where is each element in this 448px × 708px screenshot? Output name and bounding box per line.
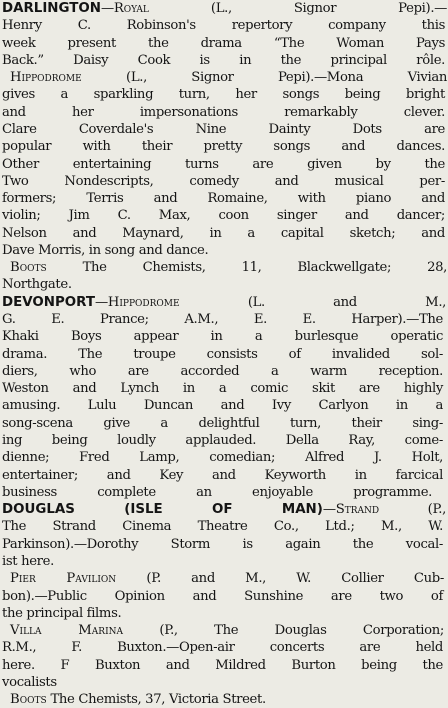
text-line: [2, 121, 445, 138]
text-line: [2, 536, 443, 553]
line-text: here. F Buxton and Mildred Burton being the: [2, 657, 443, 673]
line-text: vocalists: [2, 674, 57, 690]
text-line: [2, 588, 443, 605]
venue-name: Hippodrome: [107, 294, 180, 310]
town-heading: DEVONPORT: [2, 294, 96, 310]
text-line: [2, 501, 446, 518]
line-text: R.M., F. Buxton.—Open-air concerts are held: [2, 640, 443, 656]
line-text: dienne; Fred Lamp, comedian; Alfred J. Holt,: [2, 450, 443, 466]
line-text: —: [101, 1, 114, 16]
text-line: [2, 432, 443, 449]
line-text: The Chemists, 37, Victoria Street.: [46, 692, 266, 708]
town-heading: DOUGLAS (ISLE OF MAN): [2, 502, 323, 518]
line-text: Other entertaining turns are given by the: [2, 156, 445, 172]
venue-name: Boots: [10, 692, 47, 708]
text-line: [2, 190, 445, 207]
text-line: [2, 276, 122, 293]
text-line: [2, 242, 332, 259]
text-line: [2, 104, 445, 121]
line-text: Khaki Boys appear in a burlesque operatic: [2, 329, 443, 345]
line-text: Dave Morris, in song and dance.: [2, 242, 209, 258]
line-text: (P.,: [379, 502, 446, 518]
line-text: The Strand Cinema Theatre Co., Ltd.; M., W.: [2, 519, 443, 535]
line-text: song-scena give a delightful turn, their sing-: [2, 415, 443, 431]
line-text: (P. and M., W. Collier Cub-: [116, 571, 444, 587]
line-text: —: [95, 294, 108, 310]
line-text: Clare Coverdale's Nine Dainty Dots are: [2, 121, 445, 137]
line-text: (L. and M.,: [179, 294, 446, 310]
line-text: The Chemists, 11, Blackwellgate; 28,: [46, 260, 447, 276]
line-text: violin; Jim C. Max, coon singer and dancer;: [2, 208, 445, 224]
text-line: [2, 415, 443, 432]
text-line: [2, 657, 443, 674]
text-line: [2, 397, 443, 414]
line-text: ist here.: [2, 553, 54, 569]
text-line: [2, 156, 445, 173]
line-text: amusing. Lulu Duncan and Ivy Carlyon in a: [2, 398, 443, 414]
line-text: ing being loudly applauded. Della Ray, come-: [2, 433, 443, 448]
text-line: [10, 570, 444, 587]
venue-name: Villa Marina: [10, 623, 124, 639]
line-text: Two Nondescripts, comedy and musical per-: [2, 173, 445, 189]
line-text: diers, who are accorded a warm reception.: [2, 363, 443, 379]
text-line: [2, 294, 446, 311]
text-line: [2, 17, 445, 34]
line-text: business complete an enjoyable programme.: [2, 484, 432, 500]
line-text: gives a sparkling turn, her songs being bright: [2, 87, 445, 103]
line-text: week present the drama “The Woman Pays: [2, 35, 445, 51]
text-line: [2, 207, 445, 224]
text-line: [2, 346, 443, 363]
text-line: [2, 173, 445, 190]
venue-name: Royal: [113, 1, 149, 16]
text-line: [2, 328, 443, 345]
text-line: [2, 138, 445, 155]
venue-name: Strand: [335, 502, 380, 518]
line-text: formers; Terris and Romaine, with piano and: [2, 191, 445, 207]
line-text: Parkinson).—Dorothy Storm is again the vocal-: [2, 536, 443, 552]
line-text: (L., Signor Pepi).—: [148, 1, 447, 16]
text-line: [2, 380, 443, 397]
line-text: G. E. Prance; A.M., E. E. Harper).—The: [2, 312, 443, 328]
text-line: [2, 0, 447, 17]
town-heading: DARLINGTON: [2, 1, 101, 16]
line-text: —: [322, 502, 336, 518]
text-line: [2, 86, 445, 103]
line-text: the principal films.: [2, 605, 122, 621]
venue-name: Boots: [10, 260, 47, 276]
text-line: [10, 259, 447, 276]
line-text: Back.” Daisy Cook is in the principal rôle.: [2, 52, 445, 68]
line-text: Nelson and Maynard, in a capital sketch; and: [2, 225, 445, 241]
line-text: drama. The troupe consists of invalided sol-: [2, 346, 443, 362]
text-line: [2, 52, 445, 69]
text-line: [2, 518, 443, 535]
text-line: [2, 449, 443, 466]
venue-name: Pier Pavilion: [10, 571, 117, 587]
text-line: [2, 553, 92, 570]
line-text: Henry C. Robinson's repertory company this: [2, 18, 445, 34]
venue-name: Hippodrome: [10, 70, 82, 86]
text-line: [2, 467, 443, 484]
text-line: [10, 691, 390, 708]
text-line: [2, 674, 102, 691]
line-text: and her impersonations remarkably clever.: [2, 104, 445, 120]
line-text: Weston and Lynch in a comic skit are highly: [2, 381, 443, 397]
text-line: [2, 311, 443, 328]
line-text: popular with their pretty songs and dances.: [2, 139, 445, 155]
line-text: entertainer; and Key and Keyworth in farcical: [2, 467, 443, 483]
text-line: [10, 69, 447, 86]
line-text: bon).—Public Opinion and Sunshine are two of: [2, 588, 443, 604]
text-line: [10, 622, 444, 639]
text-line: [2, 225, 445, 242]
line-text: (P., The Douglas Corporation;: [123, 623, 444, 639]
text-line: [2, 363, 443, 380]
text-line: [2, 639, 443, 656]
text-line: [2, 484, 432, 501]
line-text: (L., Signor Pepi).—Mona Vivian: [81, 70, 447, 86]
text-line: [2, 605, 192, 622]
line-text: Northgate.: [2, 277, 72, 293]
text-line: [2, 35, 445, 52]
